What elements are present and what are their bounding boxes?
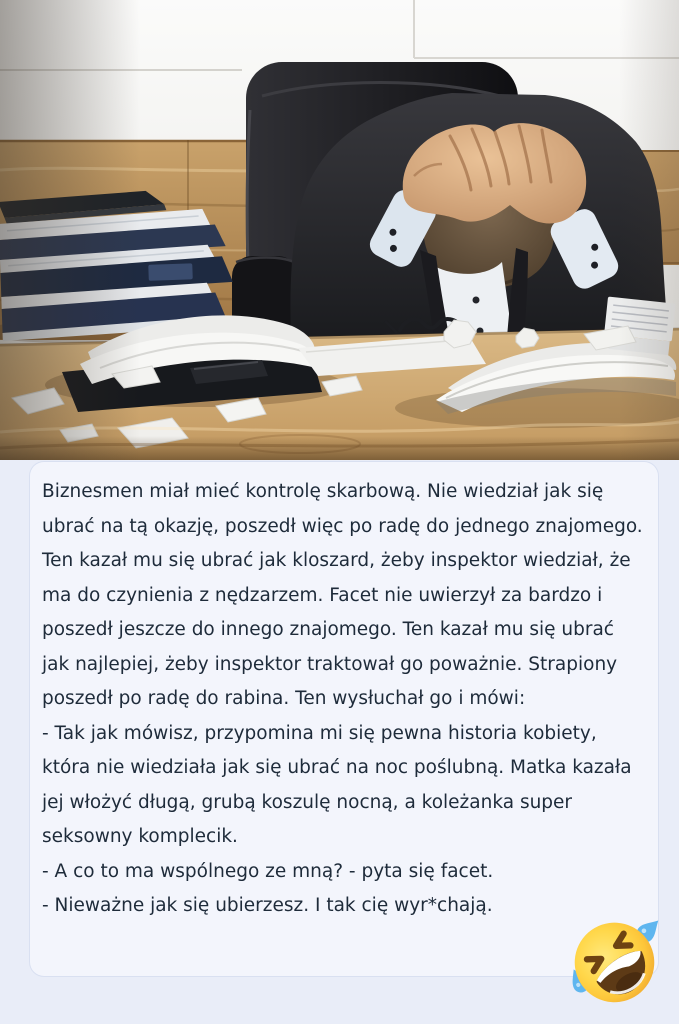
left-vignette xyxy=(0,0,140,460)
right-vignette xyxy=(619,0,679,460)
joke-paragraph: - Nieważne jak się ubierzesz. I tak cię wyr*chają. xyxy=(42,895,493,916)
rofl-emoji xyxy=(566,912,663,1009)
joke-text-card xyxy=(30,462,658,976)
joke-paragraph: - Tak jak mówisz, przypomina mi się pewna historia kobiety, która nie wiedziała jak się ubrać na noc poślubną. Matka kazała jej włożyć długą, grubą koszulę nocną, a koleżanka super seksowny komplecik. xyxy=(42,722,632,847)
clasped-hands xyxy=(403,123,586,223)
stressed-businessman-photo xyxy=(0,0,679,460)
joke-paragraph: - A co to ma wspólnego ze mną? - pyta się facet. xyxy=(42,860,494,882)
joke-paragraph: Biznesmen miał mieć kontrolę skarbową. Nie wiedział jak się ubrać na tą okazję, poszedł więc po radę do jednego znajomego. Ten kazał mu się ubrać jak kloszard, żeby inspektor wiedział, że ma do czynienia z nędzarzem. Facet nie uwierzył za bardzo i poszedł jeszcze do innego znajomego. Ten kazał mu się ubrać jak najlepiej, żeby inspektor traktował go poważnie. Strapiony poszedł po radę do rabina. Ten wysłuchał go i mówi: xyxy=(42,481,643,709)
